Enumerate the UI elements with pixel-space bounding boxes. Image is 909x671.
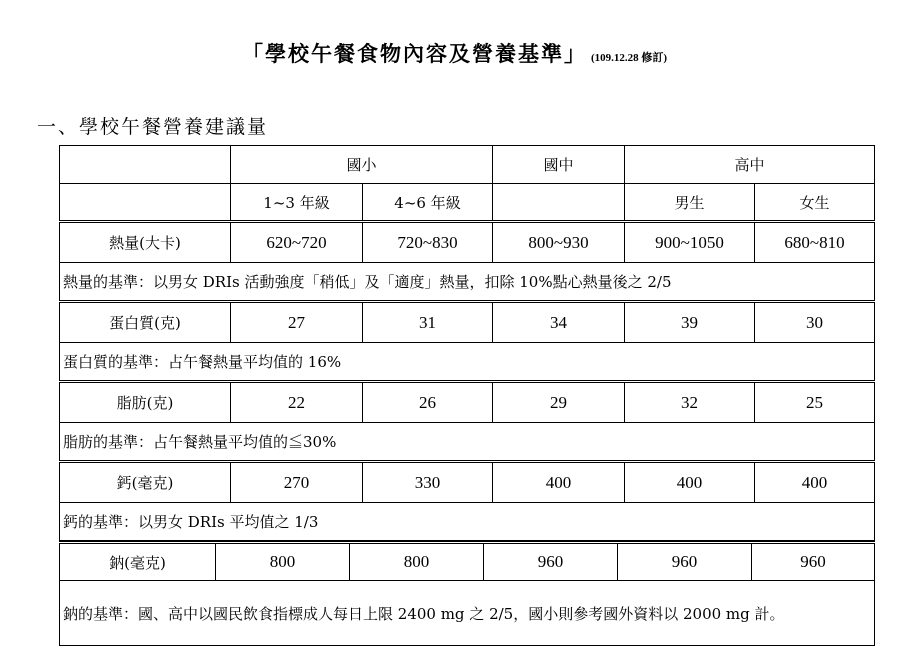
table-cell: 26 — [363, 382, 493, 423]
header-row-schools — [60, 146, 875, 184]
sodium-table — [59, 541, 875, 646]
table-cell: 800 — [216, 543, 350, 581]
table-cell: 39 — [625, 302, 755, 343]
table-cell: 270 — [231, 462, 363, 503]
row-label-calories: 熱量(大卡) — [60, 222, 231, 263]
document-title — [0, 38, 909, 68]
sodium-note: 鈉的基準：國、高中以國民飲食指標成人每日上限 2400 mg 之 2/5，國小則參考國外資料以 2000 mg 計。 — [60, 581, 875, 646]
table-cell: 620~720 — [231, 222, 363, 263]
header-empty-cell — [493, 184, 625, 222]
row-label-calcium: 鈣(毫克) — [60, 462, 231, 503]
table-row-sodium — [60, 543, 875, 581]
table-cell: 32 — [625, 382, 755, 423]
header-row-groups — [60, 184, 875, 222]
table-cell: 31 — [363, 302, 493, 343]
table-cell: 330 — [363, 462, 493, 503]
nutrition-table — [59, 145, 875, 541]
table-cell: 960 — [618, 543, 752, 581]
note-row-protein — [60, 343, 875, 382]
row-label-protein: 蛋白質(克) — [60, 302, 231, 343]
section-heading: 一、學校午餐營養建議量 — [37, 116, 269, 138]
table-cell: 400 — [493, 462, 625, 503]
table-cell: 34 — [493, 302, 625, 343]
table-row-calories — [60, 222, 875, 263]
table-cell: 680~810 — [755, 222, 875, 263]
table-cell: 960 — [752, 543, 875, 581]
table-cell: 960 — [484, 543, 618, 581]
note-row-calcium — [60, 503, 875, 541]
table-row-protein — [60, 302, 875, 343]
header-grade-1-3: 1~3 年級 — [231, 184, 363, 222]
table-cell: 27 — [231, 302, 363, 343]
table-row-calcium — [60, 462, 875, 503]
table-cell: 800~930 — [493, 222, 625, 263]
table-cell: 22 — [231, 382, 363, 423]
header-empty-cell — [60, 146, 231, 184]
header-senior-high: 高中 — [625, 146, 875, 184]
note-row-sodium — [60, 581, 875, 646]
title-revision: (109.12.28 修訂) — [590, 52, 668, 64]
header-grade-4-6: 4~6 年級 — [363, 184, 493, 222]
table-cell: 400 — [625, 462, 755, 503]
fat-note: 脂肪的基準：占午餐熱量平均值的≦30% — [60, 423, 875, 462]
title-main: 「學校午餐食物內容及營養基準」 — [241, 41, 587, 66]
calories-note: 熱量的基準：以男女 DRIs 活動強度「稍低」及「適度」熱量，扣除 10%點心熱量後之 2/5 — [60, 263, 875, 302]
table-cell: 900~1050 — [625, 222, 755, 263]
table-cell: 800 — [350, 543, 484, 581]
row-label-sodium: 鈉(毫克) — [60, 543, 216, 581]
note-row-calories — [60, 263, 875, 302]
header-elementary: 國小 — [231, 146, 493, 184]
table-row-fat — [60, 382, 875, 423]
table-cell: 400 — [755, 462, 875, 503]
header-junior-high: 國中 — [493, 146, 625, 184]
table-cell: 29 — [493, 382, 625, 423]
table-cell: 30 — [755, 302, 875, 343]
protein-note: 蛋白質的基準：占午餐熱量平均值的 16% — [60, 343, 875, 382]
header-empty-cell — [60, 184, 231, 222]
row-label-fat: 脂肪(克) — [60, 382, 231, 423]
table-cell: 25 — [755, 382, 875, 423]
table-cell: 720~830 — [363, 222, 493, 263]
header-female: 女生 — [755, 184, 875, 222]
header-male: 男生 — [625, 184, 755, 222]
note-row-fat — [60, 423, 875, 462]
calcium-note: 鈣的基準：以男女 DRIs 平均值之 1/3 — [60, 503, 875, 541]
